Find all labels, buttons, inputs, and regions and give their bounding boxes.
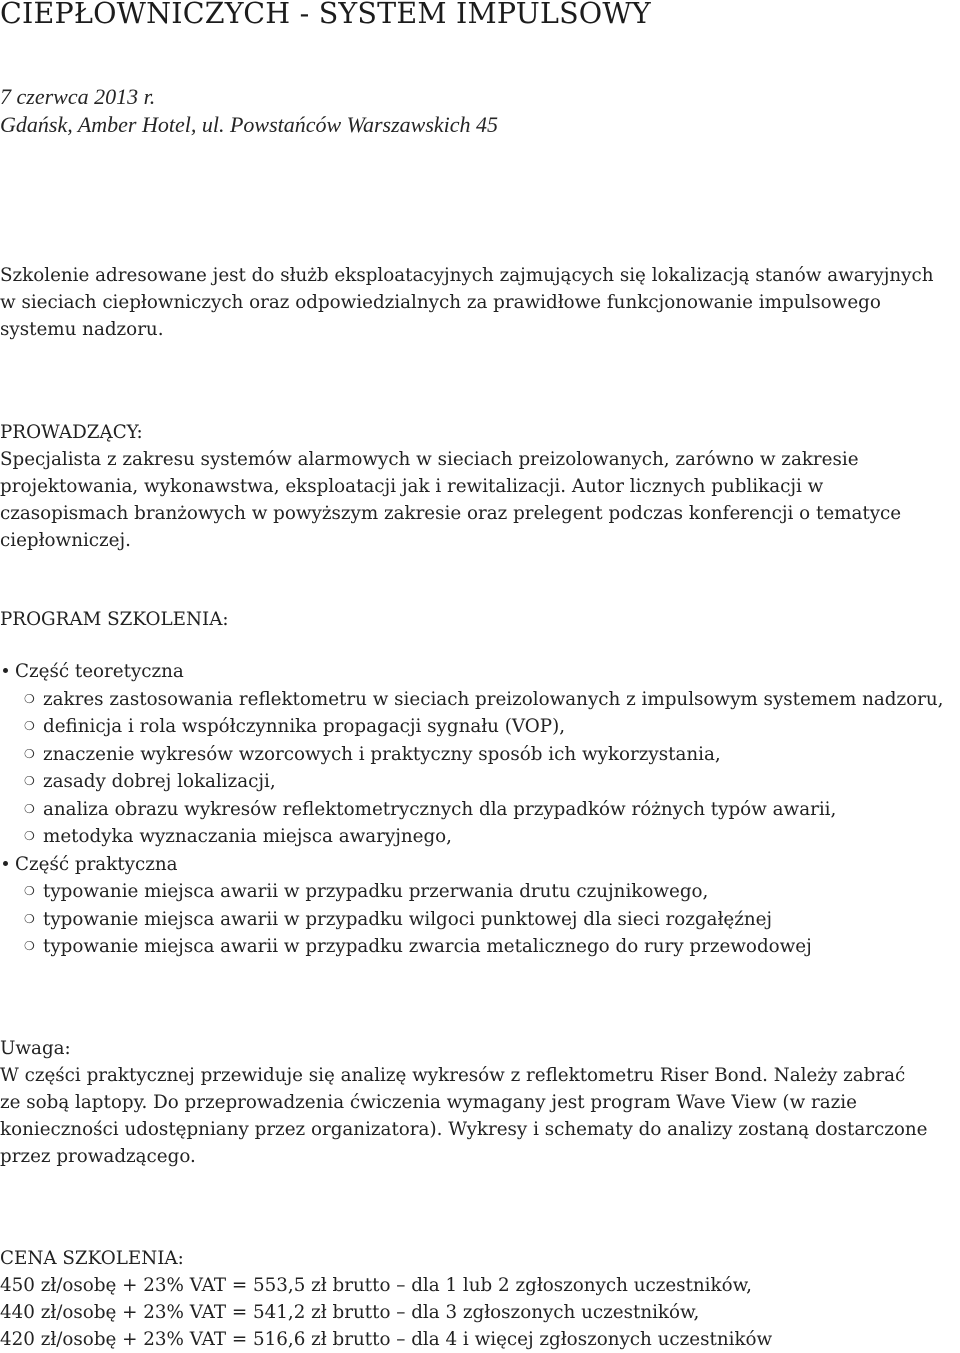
- trainer-paragraph: [0, 446, 901, 554]
- price-line: 450 zł/osobę + 23% VAT = 553,5 zł brutto – dla 1 lub 2 zgłoszonych uczestników,: [0, 1275, 752, 1296]
- program-item: typowanie miejsca awarii w przypadku zwarcia metalicznego do rury przewodowej: [43, 936, 812, 957]
- intro-paragraph: [0, 262, 934, 343]
- trainer-line: projektowania, wykonawstwa, eksploatacji jak i rewitalizacji. Autor licznych publikacji w: [0, 476, 824, 497]
- circle-bullet-icon: ❍: [24, 774, 35, 788]
- note-line: W części praktycznej przewiduje się analizę wykresów z reflektometru Riser Bond. Należy zabrać: [0, 1065, 906, 1086]
- circle-bullet-icon: ❍: [24, 802, 35, 816]
- circle-bullet-icon: ❍: [24, 884, 35, 898]
- intro-line: w sieciach ciepłowniczych oraz odpowiedzialnych za prawidłowe funkcjonowanie impulsowego: [0, 292, 881, 313]
- program-item: analiza obrazu wykresów reflektometrycznych dla przypadków różnych typów awarii,: [43, 799, 837, 820]
- price-line: 440 zł/osobę + 23% VAT = 541,2 zł brutto – dla 3 zgłoszonych uczestników,: [0, 1302, 700, 1323]
- event-date: 7 czerwca 2013 r.: [0, 84, 156, 109]
- intro-line: Szkolenie adresowane jest do służb eksploatacyjnych zajmujących się lokalizacją stanów awaryjnych: [0, 265, 934, 286]
- price-label: CENA SZKOLENIA:: [0, 1248, 184, 1269]
- program-item: metodyka wyznaczania miejsca awaryjnego,: [43, 826, 452, 847]
- circle-bullet-icon: ❍: [24, 747, 35, 761]
- page-title: CIEPŁOWNICZYCH - SYSTEM IMPULSOWY: [0, 0, 651, 30]
- program-item: typowanie miejsca awarii w przypadku wilgoci punktowej dla sieci rozgałęźnej: [43, 909, 773, 930]
- note-line: ze sobą laptopy. Do przeprowadzenia ćwiczenia wymagany jest program Wave View (w razie: [0, 1092, 857, 1113]
- price-list: [0, 1272, 772, 1353]
- trainer-label: PROWADZĄCY:: [0, 422, 143, 443]
- intro-line: systemu nadzoru.: [0, 319, 164, 340]
- event-location: Gdańsk, Amber Hotel, ul. Powstańców Warszawskich 45: [0, 112, 499, 137]
- program-item: zasady dobrej lokalizacji,: [43, 771, 276, 792]
- trainer-line: ciepłowniczej.: [0, 530, 131, 551]
- circle-bullet-icon: ❍: [24, 829, 35, 843]
- price-line: 420 zł/osobę + 23% VAT = 516,6 zł brutto – dla 4 i więcej zgłoszonych uczestników: [0, 1329, 773, 1350]
- circle-bullet-icon: ❍: [24, 719, 35, 733]
- circle-bullet-icon: ❍: [24, 912, 35, 926]
- program-section-title: Część praktyczna: [15, 854, 178, 875]
- trainer-line: czasopismach branżowych w powyższym zakresie oraz prelegent podczas konferencji o tematyce: [0, 503, 902, 524]
- program-label: PROGRAM SZKOLENIA:: [0, 609, 229, 630]
- circle-bullet-icon: ❍: [24, 939, 35, 953]
- program-item: typowanie miejsca awarii w przypadku przerwania drutu czujnikowego,: [43, 881, 709, 902]
- program-item: definicja i rola współczynnika propagacji sygnału (VOP),: [43, 716, 566, 737]
- program-section-title: Część teoretyczna: [15, 661, 184, 682]
- bullet-icon: [3, 668, 8, 673]
- note-line: przez prowadzącego.: [0, 1146, 196, 1167]
- bullet-icon: [3, 861, 8, 866]
- trainer-line: Specjalista z zakresu systemów alarmowych w sieciach preizolowanych, zarówno w zakresie: [0, 449, 859, 470]
- note-paragraph: [0, 1062, 928, 1170]
- note-line: konieczności udostępniany przez organizatora). Wykresy i schematy do analizy zostaną dostarczone: [0, 1119, 928, 1140]
- program-item: zakres zastosowania reflektometru w sieciach preizolowanych z impulsowym systemem nadzoru,: [43, 689, 944, 710]
- note-label: Uwaga:: [0, 1038, 71, 1059]
- circle-bullet-icon: ❍: [24, 692, 35, 706]
- program-item: znaczenie wykresów wzorcowych i praktyczny sposób ich wykorzystania,: [43, 744, 721, 765]
